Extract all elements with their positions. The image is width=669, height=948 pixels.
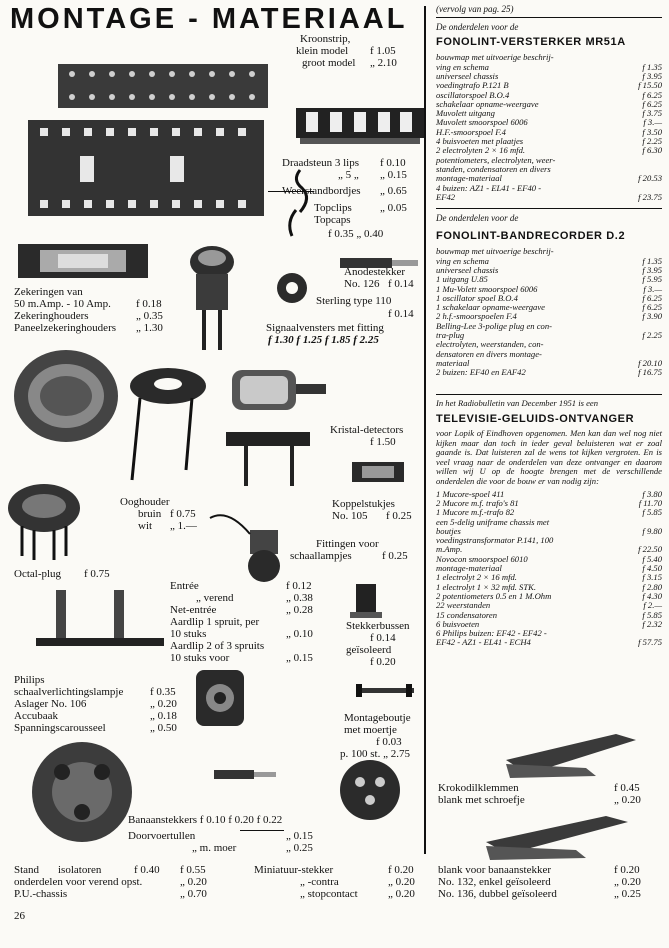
title-fonolint-bandrecorder: FONOLINT-BANDRECORDER D.2 — [436, 230, 626, 243]
entree: Entrée — [170, 580, 199, 592]
item-label: 2 buizen: EF40 en EAF42 — [436, 367, 526, 378]
intro-2: De onderdelen voor de — [436, 213, 519, 224]
stekkerbussen-price: f 0.14 — [370, 632, 396, 644]
zekeringhouders: Zekeringhouders — [14, 310, 89, 322]
ooghouder-bruin-price: f 0.75 — [170, 508, 196, 520]
kristal-detectors: Kristal-detectors — [330, 424, 404, 436]
accubaak-price: „ 0.18 — [150, 710, 177, 722]
topclips-price: „ 0.05 — [380, 202, 407, 214]
item-label: oscillatorspoel B.O.4 — [436, 89, 510, 100]
item-price: f 3.— — [643, 283, 662, 294]
list-item — [436, 518, 662, 527]
topclip-image — [290, 170, 307, 236]
item-label: bouwmap met uitvoerige beschrij- — [436, 52, 554, 63]
item-price: f 6.25 — [642, 89, 662, 100]
item-label: voedingtrafo P.121 B — [436, 80, 509, 91]
blank-banaanstekker-price: f 0.20 — [614, 864, 640, 876]
item-price: f 20.10 — [638, 357, 662, 368]
draadsteun-5: „ 5 „ — [338, 169, 359, 181]
kroonstrip-label: Kroonstrip, — [300, 33, 351, 45]
draadsteun-5-price: „ 0.15 — [380, 169, 407, 181]
item-price: f 5.95 — [642, 274, 662, 285]
net-entree: Net-entrée — [170, 604, 217, 616]
sterling-price: f 0.14 — [388, 308, 414, 320]
ooghouder-wit-price: „ 1.— — [170, 520, 197, 532]
weerstandbordje-image — [28, 120, 264, 216]
koppelstukjes-no: No. 105 — [332, 510, 368, 522]
intro-1: De onderdelen voor de — [436, 22, 519, 33]
doorvoertullen-moer: „ m. moer — [192, 842, 237, 854]
sterling-ring-image — [277, 273, 307, 303]
item-price: f 15.50 — [638, 80, 662, 91]
entree-verend-price: „ 0.38 — [286, 592, 313, 604]
item-label: 4 buisvoeten met plaatjes — [436, 136, 524, 147]
octal-plug-image — [8, 484, 80, 560]
item-price: f 3.95 — [642, 71, 662, 81]
aardlip-1: Aardlip 1 spruit, per — [170, 616, 260, 628]
list-bandrecorder — [436, 247, 662, 377]
list-item — [436, 350, 662, 359]
standisolatoren-price2: f 0.55 — [180, 864, 206, 876]
aardlip-4: 10 stuks voor — [170, 652, 230, 664]
draadsteun-image — [296, 108, 424, 144]
montageboutje-price: f 0.03 — [376, 736, 402, 748]
item-label: 2 h.f.-smoorspoelen F.4 — [436, 311, 517, 322]
montageboutje-image — [356, 684, 414, 697]
miniatuur-stopcontact-price: „ 0.20 — [388, 888, 415, 900]
item-label: 2 Mucore m.f. trafo's 81 — [436, 497, 519, 508]
miniatuur-stopcontact: „ stopcontact — [300, 888, 358, 900]
aardlip-2: 10 stuks — [170, 628, 207, 640]
fittingen: Fittingen voor — [316, 538, 379, 550]
banaanstekker-image — [214, 770, 276, 779]
entree-verend: „ verend — [196, 592, 234, 604]
item-label: montage-materiaal — [436, 173, 502, 184]
item-label: 1 Mucore m.f.-trafo 82 — [436, 507, 515, 518]
item-label: universeel chassis — [436, 264, 499, 275]
title-televisie: TELEVISIE-GELUIDS-ONTVANGER — [436, 413, 635, 426]
verend-onderdelen-price: „ 0.20 — [180, 876, 207, 888]
entree-price: f 0.12 — [286, 580, 312, 592]
krokodilklemmen: Krokodilklemmen — [438, 782, 519, 794]
list-item — [436, 368, 662, 377]
topcaps-price: f 0.35 „ 0.40 — [328, 228, 384, 240]
item-label: 1 Mucore-spoel 411 — [436, 488, 505, 499]
item-price: f 3.— — [643, 117, 662, 128]
item-price: f 11.70 — [638, 497, 662, 508]
kristal-detector-image — [226, 370, 326, 486]
krokodil-blank-price: „ 0.20 — [614, 794, 641, 806]
kroonstrip-klein-price: f 1.05 — [370, 45, 396, 57]
doorvoertullen: Doorvoertullen — [128, 830, 196, 842]
item-label: montage-materiaal — [436, 563, 502, 574]
ooghouder: Ooghouder — [120, 496, 170, 508]
miniatuur-stekker: Miniatuur-stekker — [254, 864, 334, 876]
zekeringhouders-price: „ 0.35 — [136, 310, 163, 322]
koppelstukjes: Koppelstukjes — [332, 498, 395, 510]
rule-1 — [436, 17, 662, 18]
page-number: 26 — [14, 910, 25, 922]
kroonstrip-groot: groot model — [302, 57, 356, 69]
signaalvensters: Signaalvensters met fitting — [266, 322, 384, 334]
item-price: f 2.32 — [642, 618, 662, 629]
doorvoertullen-price: „ 0.15 — [286, 830, 313, 842]
list-televisie — [436, 490, 662, 648]
zekeringen-1: Zekeringen van — [14, 286, 83, 298]
item-price: f 3.50 — [642, 126, 662, 137]
item-price: f 23.75 — [638, 191, 662, 202]
item-label: 2 electrolyten 2 × 16 mfd. — [436, 145, 526, 156]
item-price: f 1.35 — [642, 255, 662, 266]
krokodilklemmen-price: f 0.45 — [614, 782, 640, 794]
item-label: EF42 - AZ1 - EL41 - ECH4 — [436, 637, 531, 648]
item-price: f 3.90 — [642, 311, 662, 322]
rule-2 — [436, 208, 662, 209]
item-label: 1 electrolyt 2 × 16 mfd. — [436, 572, 517, 583]
item-label: 1 oscillator spoel B.O.4 — [436, 292, 518, 303]
stekkerbussen-geisoleerd: geïsoleerd — [346, 644, 392, 656]
kroonstrip-small-image — [58, 64, 268, 108]
stekkerbussen-geisoleerd-price: f 0.20 — [370, 656, 396, 668]
topcaps: Topcaps — [314, 214, 351, 226]
list-item — [436, 536, 662, 545]
item-price: f 5.85 — [642, 609, 662, 620]
schaalverlichtingslampje: schaalverlichtingslampje — [14, 686, 124, 698]
standisolatoren-price1: f 0.40 — [134, 864, 160, 876]
fittingen-2: schaallampjes — [290, 550, 352, 562]
item-label: schakelaar opname-weergave — [436, 98, 539, 109]
item-label: Muvolett smoorspoel 6006 — [436, 117, 528, 128]
ooghouder-bruin: bruin — [138, 508, 162, 520]
list-item — [436, 638, 662, 647]
stekkerbus-image — [350, 584, 382, 618]
item-label: 1 electrolyt 1 × 32 mfd. STK. — [436, 581, 537, 592]
spanningscarousseel: Spanningscarousseel — [14, 722, 106, 734]
item-price: f 3.75 — [642, 108, 662, 119]
anodestekker-price: f 0.14 — [388, 278, 414, 290]
item-price: f 22.50 — [638, 544, 662, 555]
item-price: f 9.80 — [642, 525, 662, 536]
verend-onderdelen: onderdelen voor verend opst. — [14, 876, 143, 888]
item-label: bouwmap met uitvoerige beschrij- — [436, 246, 554, 257]
item-price: f 3.95 — [642, 264, 662, 275]
montageboutje: Montageboutje — [344, 712, 411, 724]
list-item — [436, 193, 662, 202]
koppelstukjes-price: f 0.25 — [386, 510, 412, 522]
pu-chassis-price: „ 0.70 — [180, 888, 207, 900]
montageboutje-2: met moertje — [344, 724, 397, 736]
item-label: een 5-delig uniframe chassis met — [436, 516, 550, 527]
aardlip-3: Aardlip 2 of 3 spruits — [170, 640, 265, 652]
buisvoet-image — [130, 368, 206, 480]
doorvoertul-image — [340, 760, 400, 820]
intro-3: In het Radiobulletin van December 1951 is een — [436, 397, 599, 408]
item-price: f 2.— — [643, 600, 662, 611]
no-132: No. 132, enkel geïsoleerd — [438, 876, 551, 888]
leader-doorvoer — [240, 830, 284, 831]
net-entree-price: „ 0.28 — [286, 604, 313, 616]
no-136: No. 136, dubbel geïsoleerd — [438, 888, 557, 900]
doorvoertullen-moer-price: „ 0.25 — [286, 842, 313, 854]
item-price — [658, 340, 662, 349]
item-label: universeel chassis — [436, 71, 499, 81]
item-label: 1 schakelaar opname-weergave — [436, 302, 545, 313]
item-price: f 4.50 — [642, 563, 662, 574]
draadsteun-3: Draadsteun 3 lips — [282, 157, 359, 169]
televisie-description: voor Lopik of Eindhoven opgenomen. Men kan dan wel nog niet kijken maar dan toch in ieder geval beluisteren wat er zoal gaande is. Dat luisteren zal de wens tot kijken vergroten. En is veel vraag naar de onderdelen van deze ontvanger en daarom willen wij U op de hoogte brengen met de verschillende onderdelen die voor de bouw er van nodig zijn: — [436, 428, 662, 487]
koppelstukje-image — [352, 462, 404, 482]
kroonstrip-klein: klein model — [296, 45, 349, 57]
topclips: Topclips — [314, 202, 352, 214]
item-label: 1 uitgang U.85 — [436, 274, 488, 285]
paneelzekeringhouders: Paneelzekeringhouders — [14, 322, 117, 334]
sterling: Sterling type 110 — [316, 295, 392, 307]
spanningscarousseel-image — [32, 742, 132, 842]
item-price: f 20.53 — [638, 173, 662, 184]
item-label: 6 Philips buizen: EF42 - EF42 - — [436, 628, 547, 639]
item-label: Muvolett uitgang — [436, 108, 495, 119]
item-price: f 6.30 — [642, 145, 662, 156]
kroonstrip-groot-price: „ 2.10 — [370, 57, 397, 69]
weerstandbordjes: Weerstandbordjes — [282, 185, 361, 197]
no-136-price: „ 0.25 — [614, 888, 641, 900]
item-label: H.F.-smoorspoel F.4 — [436, 126, 506, 137]
miniatuur-contra-price: „ 0.20 — [388, 876, 415, 888]
item-label: ving en schema — [436, 255, 489, 266]
rule-3 — [436, 394, 662, 395]
miniatuur-contra: „ -contra — [300, 876, 339, 888]
item-label: densatoren en divers montage- — [436, 348, 542, 359]
pu-chassis: P.U.-chassis — [14, 888, 68, 900]
item-price: f 6.25 — [642, 98, 662, 109]
item-label: voedingstransformator P.141, 100 — [436, 535, 554, 546]
item-price: f 4.30 — [642, 590, 662, 601]
item-label: standen, condensatoren en divers — [436, 163, 551, 174]
item-label: 4 buizen: AZ1 - EL41 - EF40 - — [436, 182, 542, 193]
zekeringen-2-price: f 0.18 — [136, 298, 162, 310]
fitting-image — [210, 515, 280, 582]
item-label: m.Amp. — [436, 544, 463, 555]
item-label: materiaal — [436, 357, 470, 368]
right-column — [436, 4, 662, 648]
octal-plug: Octal-plug — [14, 568, 62, 580]
item-label: 6 buisvoeten — [436, 618, 480, 629]
item-price: f 2.25 — [642, 136, 662, 147]
accubaak: Accubaak — [14, 710, 58, 722]
item-label: EF42 — [436, 191, 456, 202]
philips: Philips — [14, 674, 45, 686]
anodestekker: Anodestekker — [344, 266, 406, 278]
weerstandbordjes-price: „ 0.65 — [380, 185, 407, 197]
fittingen-price: f 0.25 — [382, 550, 408, 562]
schaalverlichtingslampje-price: f 0.35 — [150, 686, 176, 698]
vervolg-note: (vervolg van pag. 25) — [436, 4, 514, 14]
item-price: f 3.15 — [642, 572, 662, 583]
page-banner: MONTAGE - MATERIAAL — [10, 3, 408, 35]
item-label: 15 condensatoren — [436, 609, 498, 620]
item-price: f 6.25 — [642, 292, 662, 303]
item-price: f 6.25 — [642, 302, 662, 313]
list-item — [436, 322, 662, 331]
aardlip-2-price: „ 0.10 — [286, 628, 313, 640]
banaanstekkers: Banaanstekkers f 0.10 f 0.20 f 0.22 — [128, 814, 283, 826]
stekkerbussen: Stekkerbussen — [346, 620, 410, 632]
item-price — [658, 156, 662, 165]
paneelzekering-image — [190, 246, 234, 350]
aslager: Aslager No. 106 — [14, 698, 87, 710]
title-fonolint-versterker: FONOLINT-VERSTERKER MR51A — [436, 36, 626, 49]
item-label: boutjes — [436, 525, 461, 536]
item-label: Novocon smoorspoel 6010 — [436, 553, 528, 564]
aslager-price: „ 0.20 — [150, 698, 177, 710]
item-label: 1 Mu-Volett smoorspoel 6006 — [436, 283, 538, 294]
miniatuur-stekker-price: f 0.20 — [388, 864, 414, 876]
ooghouder-wit: wit — [138, 520, 153, 532]
item-price: f 2.80 — [642, 581, 662, 592]
standisolatoren: Stand — [14, 864, 40, 876]
no-132-price: „ 0.20 — [614, 876, 641, 888]
lamphouder-image — [196, 670, 244, 726]
octal-plug-price: f 0.75 — [84, 568, 110, 580]
signaalvenster-image — [14, 350, 118, 442]
entree-image — [36, 590, 164, 646]
item-price: f 57.75 — [638, 637, 662, 648]
item-price: f 16.75 — [638, 367, 662, 378]
krokodil-blank: blank met schroefje — [438, 794, 525, 806]
item-label: 22 weerstanden — [436, 600, 491, 611]
item-label: potentiometers, electrolyten, weer- — [436, 154, 556, 165]
signaalvensters-prices: f 1.30 f 1.25 f 1.85 f 2.25 — [268, 334, 379, 346]
list-versterker — [436, 53, 662, 202]
item-price: f 1.35 — [642, 61, 662, 72]
anodestekker-no: No. 126 — [344, 278, 380, 290]
item-label: Belling-Lee 3-polige plug en con- — [436, 320, 552, 331]
kristal-price: f 1.50 — [370, 436, 396, 448]
spanningscarousseel-price: „ 0.50 — [150, 722, 177, 734]
standisolatoren-2: isolatoren — [58, 864, 102, 876]
item-label: ving en schema — [436, 61, 489, 72]
montageboutje-100: p. 100 st. „ 2.75 — [340, 748, 410, 760]
blank-banaanstekker: blank voor banaanstekker — [438, 864, 552, 876]
item-price: f 3.80 — [642, 488, 662, 499]
item-price: f 5.40 — [642, 553, 662, 564]
zekeringen-2: 50 m.Amp. - 10 Amp. — [14, 298, 111, 310]
item-label: tra-plug — [436, 330, 465, 341]
aardlip-4-price: „ 0.15 — [286, 652, 313, 664]
paneelzekeringhouders-price: „ 1.30 — [136, 322, 163, 334]
list-item — [436, 184, 662, 193]
item-label: 2 potentiometers 0.5 en 1 M.Ohm — [436, 590, 552, 601]
column-divider — [424, 6, 426, 854]
item-price: f 2.25 — [642, 330, 662, 341]
zekering-image — [18, 244, 148, 278]
draadsteun-3-price: f 0.10 — [380, 157, 406, 169]
item-label: electrolyten, weerstanden, con- — [436, 339, 544, 350]
item-price: f 5.85 — [642, 507, 662, 518]
